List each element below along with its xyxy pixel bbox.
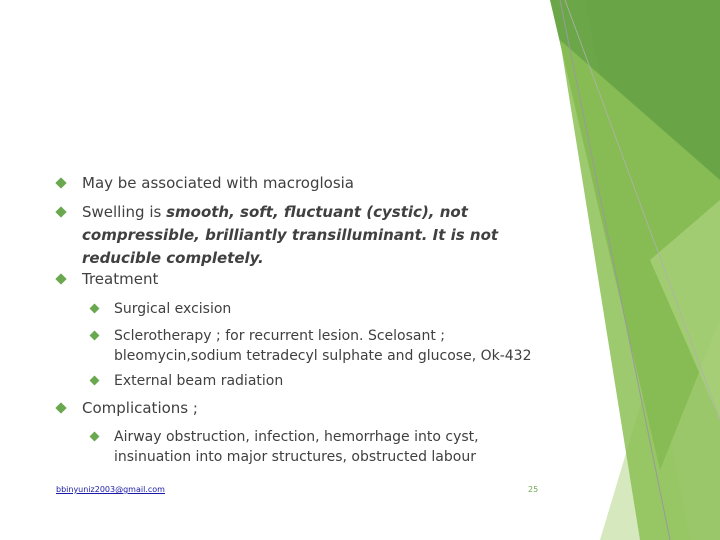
sub-bullet-text: Sclerotherapy ; for recurrent lesion. Scelosant ; bleomycin,sodium tetradecyl sulphate and glucose, Ok-432 [114,328,532,364]
diamond-bullet-icon [90,376,100,386]
sub-bullet-radiation [114,371,544,391]
bullet-item-treatment [82,268,522,291]
sub-bullet-text: Surgical excision [114,301,232,317]
diamond-bullet-icon [55,177,66,188]
sub-bullet-sclerotherapy [114,326,544,366]
sub-bullet-airway [114,427,514,467]
bullet-text: Treatment [82,270,159,288]
diamond-bullet-icon [90,432,100,442]
diamond-bullet-icon [55,402,66,413]
sub-bullet-surgical [114,299,544,319]
diamond-bullet-icon [55,206,66,217]
diamond-bullet-icon [55,273,66,284]
sub-bullet-text: External beam radiation [114,373,284,389]
sub-bullet-text: Airway obstruction, infection, hemorrhage into cyst, insinuation into major structures, obstructed labour [114,429,479,465]
footer-email-link[interactable]: bbinyuniz2003@gmail.com [56,485,165,494]
bullet-item-swelling [82,201,522,270]
bullet-item-complications [82,397,522,420]
bullet-text: Complications ; [82,399,198,417]
page-number: 25 [528,485,539,494]
diamond-bullet-icon [90,331,100,341]
bullet-text: Swelling is [82,203,167,221]
bullet-item-macroglosia [82,172,522,195]
bullet-emphasis-text: smooth, soft, fluctuant (cystic), not compressible, brilliantly transilluminant. It is not reducible completely. [82,203,499,267]
diamond-bullet-icon [90,304,100,314]
bullet-text: May be associated with macroglosia [82,174,354,192]
